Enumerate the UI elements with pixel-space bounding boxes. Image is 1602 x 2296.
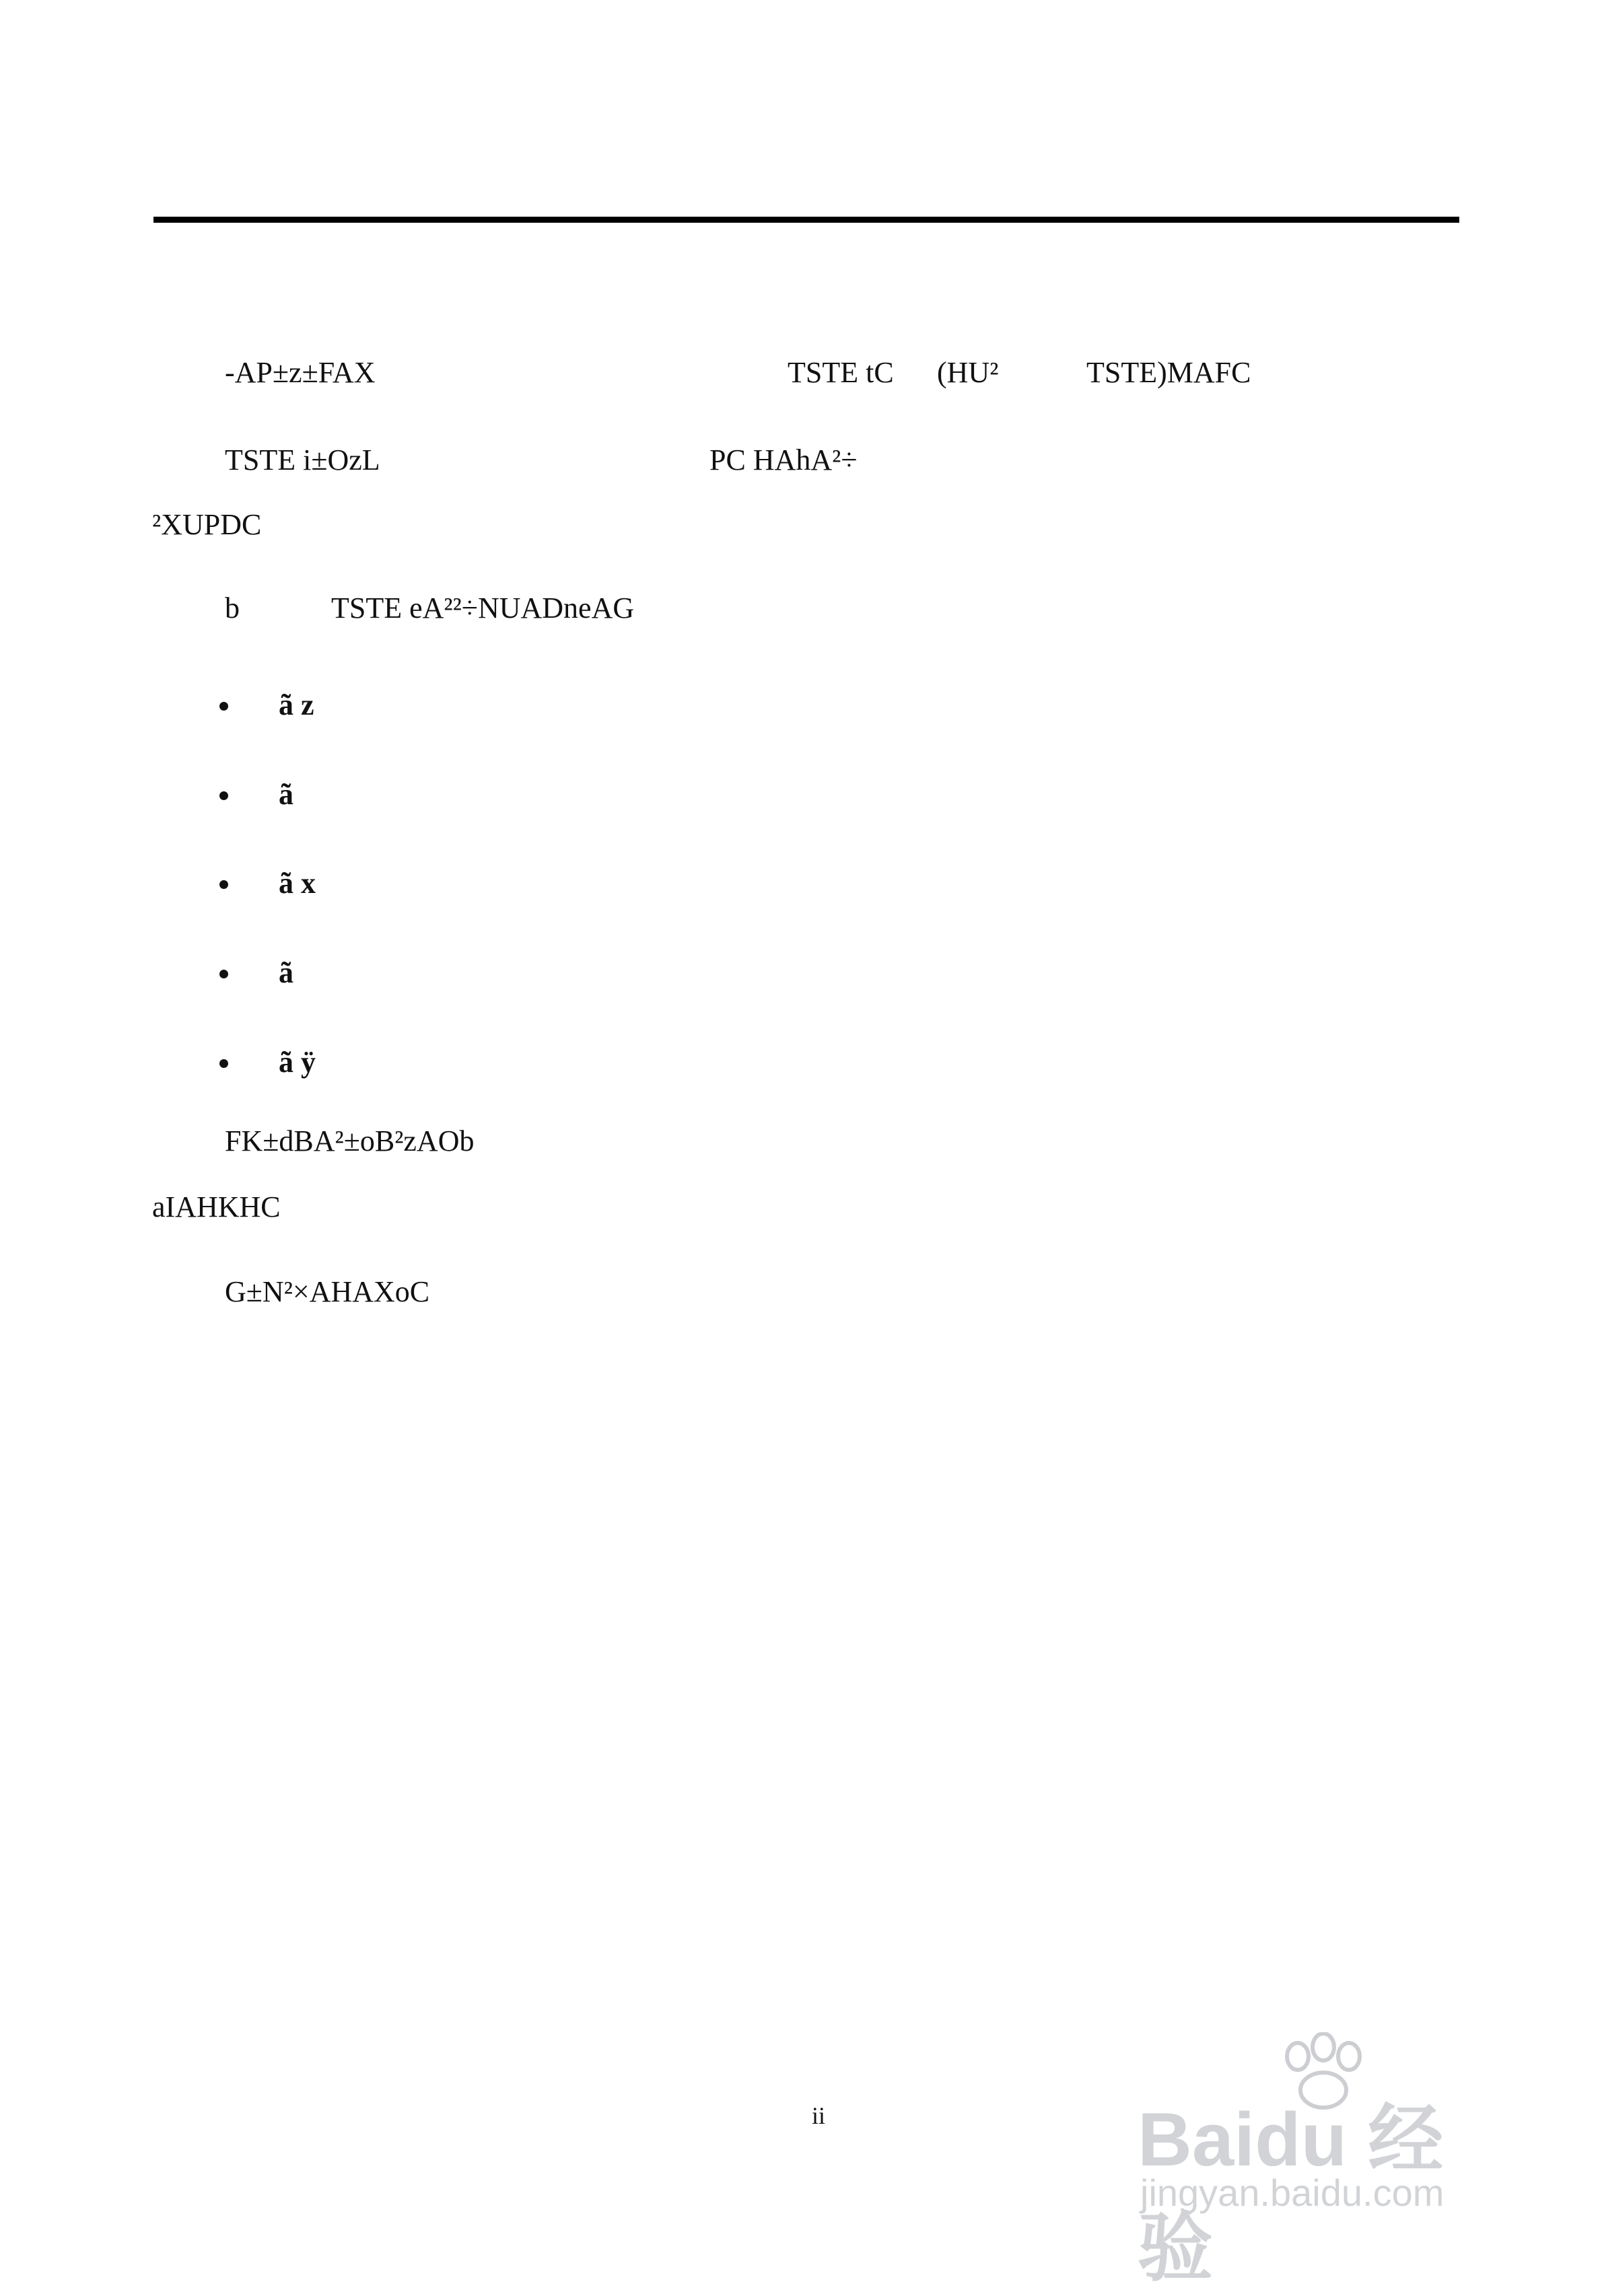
header-rule [153, 217, 1459, 223]
paragraph-6: aIAHKHC [152, 1190, 281, 1223]
bullet-text: ã [279, 956, 301, 989]
text-segment: TSTE i±OzL [225, 443, 380, 476]
paragraph-5: FK±dBA²±oB²zAOb [225, 1124, 475, 1157]
watermark-brand: Baidu 经验 [1138, 2097, 1444, 2290]
text-segment: PC HAhA²÷ [709, 443, 858, 476]
bullet-icon [219, 970, 228, 978]
text-segment: ²XUPDC [152, 508, 262, 541]
paragraph-7: G±N²×AHAXoC [225, 1275, 430, 1308]
text-segment: TSTE tC [788, 356, 894, 389]
bullet-icon [219, 702, 228, 711]
page-number: ii [812, 2102, 826, 2129]
text-segment: -AP±z±FAX [225, 356, 383, 389]
watermark-url: jingyan.baidu.com [1140, 2172, 1444, 2214]
bullet-text: ã ÿ [279, 1046, 316, 1079]
text-segment: TSTE)MAFC [1086, 356, 1251, 389]
bullet-icon [219, 880, 228, 889]
text-segment: b [225, 591, 240, 624]
bullet-text: ã z [279, 688, 314, 721]
baidu-watermark [1138, 2032, 1514, 2290]
text-segment: TSTE eA²²÷NUADneAG [331, 591, 635, 624]
bullet-icon [219, 1059, 228, 1068]
text-segment: (HU² [937, 356, 999, 389]
bullet-icon [219, 791, 228, 800]
bullet-text: ã [279, 778, 301, 811]
bullet-text: ã x [279, 867, 316, 900]
